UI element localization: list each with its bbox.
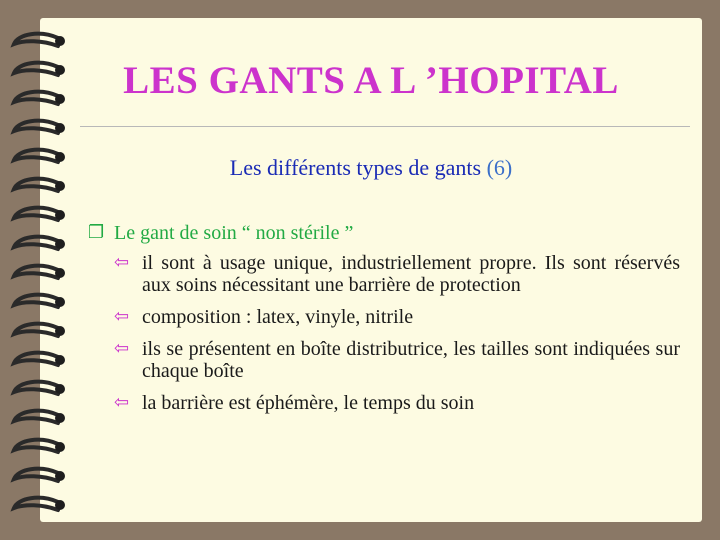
spiral-hole — [55, 210, 65, 220]
spiral-ring — [14, 353, 58, 365]
spiral-hole — [55, 268, 65, 278]
spiral-ring — [14, 324, 58, 336]
spiral-hole — [55, 123, 65, 133]
spiral-ring — [14, 469, 58, 481]
open-box-bullet-icon: ❐ — [88, 222, 105, 243]
spiral-hole — [55, 326, 65, 336]
subtitle-number: (6) — [486, 155, 513, 180]
slide-subtitle — [40, 155, 702, 181]
spiral-ring — [14, 266, 58, 278]
slide-title: LES GANTS A L ’HOPITAL — [123, 59, 619, 102]
spiral-hole — [55, 384, 65, 394]
spiral-hole — [55, 471, 65, 481]
spiral-hole — [55, 36, 65, 46]
list-item — [88, 338, 680, 382]
spiral-ring — [14, 295, 58, 307]
spiral-ring — [14, 498, 58, 510]
spiral-hole — [55, 239, 65, 249]
spiral-hole — [55, 355, 65, 365]
list-item-text: la barrière est éphémère, le temps du soin — [142, 392, 475, 414]
spiral-ring — [14, 208, 58, 220]
double-arrow-bullet-icon: ⇦ — [114, 306, 130, 327]
spiral-ring — [14, 34, 58, 46]
slide-body — [88, 222, 680, 424]
spiral-hole — [55, 413, 65, 423]
list-item-text: ils se présentent en boîte distributrice, les tailles sont indiquées sur chaque boîte — [142, 338, 680, 382]
spiral-ring — [14, 237, 58, 249]
double-arrow-bullet-icon: ⇦ — [114, 392, 130, 413]
subtitle-text: Les différents types de gants — [229, 155, 482, 180]
double-arrow-bullet-icon: ⇦ — [114, 252, 130, 273]
spiral-ring — [14, 411, 58, 423]
list-item — [88, 392, 680, 414]
bullet-heading — [88, 222, 680, 244]
spiral-hole — [55, 500, 65, 510]
spiral-hole — [55, 442, 65, 452]
spiral-hole — [55, 181, 65, 191]
spiral-ring — [14, 382, 58, 394]
list-item — [88, 252, 680, 296]
double-arrow-bullet-icon: ⇦ — [114, 338, 130, 359]
list-item-text: il sont à usage unique, industriellement propre. Ils sont réservés aux soins nécessitant une barrière de protection — [142, 252, 680, 296]
list-item — [88, 306, 680, 328]
spiral-ring — [14, 121, 58, 133]
title-divider — [80, 126, 690, 127]
spiral-hole — [55, 297, 65, 307]
spiral-ring — [14, 440, 58, 452]
list-item-text: composition : latex, vinyle, nitrile — [142, 306, 414, 328]
heading-text: Le gant de soin “ non stérile ” — [114, 222, 354, 244]
